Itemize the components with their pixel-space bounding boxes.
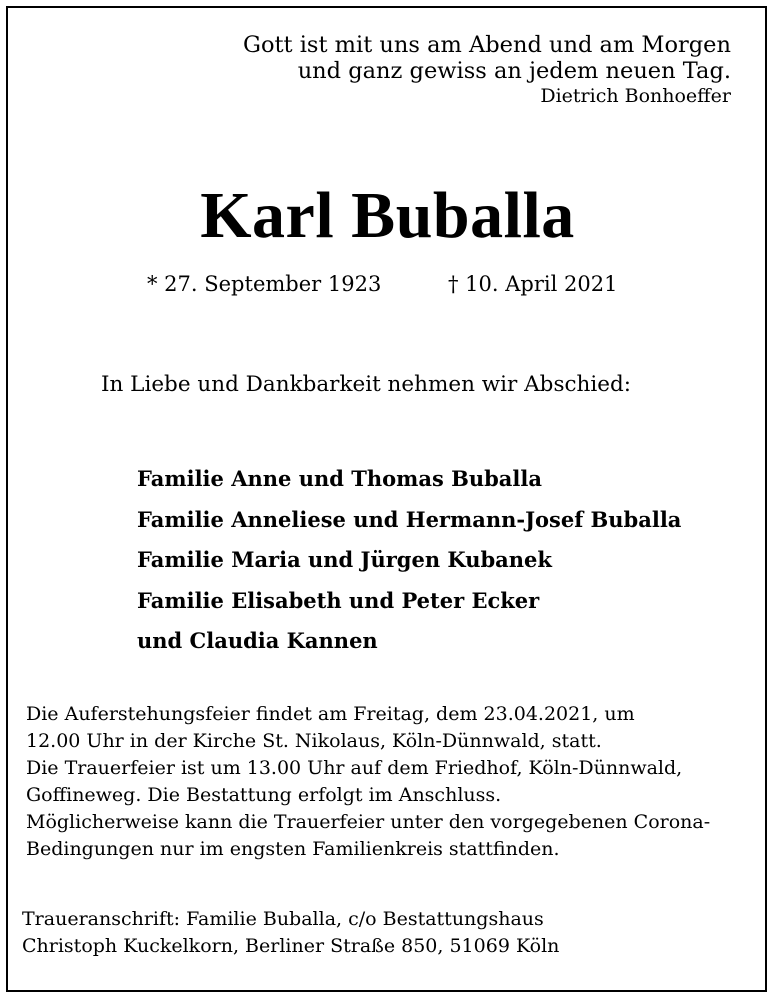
details-line: Die Trauerfeier ist um 13.00 Uhr auf dem Friedhof, Köln-Dünnwald, [26, 757, 683, 779]
family-item: Familie Anneliese und Hermann-Josef Buballa [137, 506, 682, 532]
family-item: und Claudia Kannen [137, 628, 378, 653]
bible-quote [243, 32, 731, 108]
family-item: Familie Anne und Thomas Buballa [137, 466, 542, 491]
details-line: Möglicherweise kann die Trauerfeier unter den vorgegebenen Corona- [26, 811, 711, 833]
details-line: Bedingungen nur im engsten Familienkreis stattfinden. [26, 838, 560, 860]
deceased-name: Karl Buballa [200, 179, 575, 252]
family-item: Familie Elisabeth und Peter Ecker [137, 587, 540, 613]
birth-date: * 27. September 1923 [147, 272, 382, 296]
farewell-text: In Liebe und Dankbarkeit nehmen wir Abschied: [101, 372, 631, 397]
quote-line: Gott ist mit uns am Abend und am Morgen [242, 32, 731, 58]
details-line: Die Auferstehungsfeier findet am Freitag, dem 23.04.2021, um [26, 703, 635, 725]
death-date: † 10. April 2021 [448, 272, 618, 296]
quote-author: Dietrich Bonhoeffer [540, 85, 731, 107]
quote-line: und ganz gewiss an jedem neuen Tag. [297, 58, 731, 84]
family-list [137, 459, 681, 662]
family-item: Familie Maria und Jürgen Kubanek [137, 547, 552, 572]
details-line: Goffineweg. Die Bestattung erfolgt im Anschluss. [26, 784, 502, 806]
mourning-address [22, 906, 559, 960]
ceremony-details [26, 701, 710, 863]
details-line: 12.00 Uhr in der Kirche St. Nikolaus, Köln-Dünnwald, statt. [26, 730, 602, 752]
address-line: Christoph Kuckelkorn, Berliner Straße 850, 51069 Köln [22, 935, 560, 957]
address-line: Traueranschrift: Familie Buballa, c/o Bestattungshaus [22, 908, 544, 930]
